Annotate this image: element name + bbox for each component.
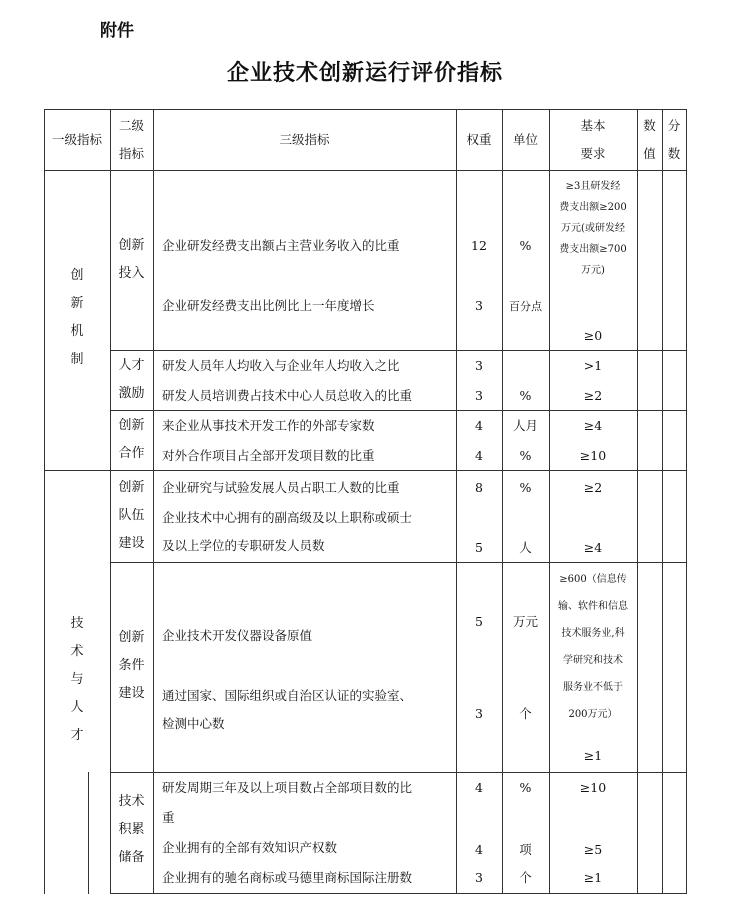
- indicator-text: 企业技术开发仪器设备原值: [162, 628, 313, 643]
- requirement-value: ≥2: [583, 388, 603, 403]
- indicator-text: 及以上学位的专职研发人员数: [162, 538, 325, 553]
- indicator-text: 重: [162, 810, 175, 825]
- table-border-left: [44, 109, 45, 894]
- requirement-value: ≥1: [583, 870, 603, 885]
- unit-value: %: [519, 780, 532, 795]
- indicator-text: 企业研究与试验发展人员占职工人数的比重: [162, 480, 400, 495]
- header-level3: 三级指标: [279, 132, 330, 147]
- requirement-equipment: ≥600（信息传 输、软件和信息 技术服务业,科 学研究和技术 服务业不低于 200万元）: [558, 574, 628, 720]
- header-weight: 权重: [466, 132, 492, 147]
- column-divider: [502, 109, 503, 894]
- inner-divider: [88, 772, 89, 894]
- level1-technology-talent: 技 术 与 人 才: [70, 616, 84, 743]
- column-divider: [153, 109, 154, 894]
- column-divider: [456, 109, 457, 894]
- indicator-text: 对外合作项目占全部开发项目数的比重: [162, 448, 375, 463]
- indicator-text: 企业研发经费支出额占主营业务收入的比重: [162, 238, 400, 253]
- unit-value: %: [519, 238, 532, 253]
- table-border-bottom: [110, 893, 687, 894]
- level2-technology-accumulation: 技术 积累 储备: [118, 794, 145, 865]
- requirement-value: ≥0: [583, 328, 603, 343]
- unit-value: 百分点: [509, 300, 542, 313]
- unit-value: 人月: [512, 418, 538, 433]
- indicator-text: 研发人员培训费占技术中心人员总收入的比重: [162, 388, 413, 403]
- row-divider: [110, 350, 687, 351]
- row-divider: [110, 410, 687, 411]
- header-level2-a: 二级: [118, 118, 144, 133]
- indicator-text: 通过国家、国际组织或自治区认证的实验室、: [162, 688, 413, 703]
- requirement-value: >1: [583, 358, 603, 373]
- indicator-text: 研发人员年人均收入与企业年人均收入之比: [162, 358, 400, 373]
- weight-value: 3: [475, 358, 483, 373]
- page-title: 企业技术创新运行评价指标: [226, 61, 503, 86]
- weight-value: 5: [475, 540, 483, 555]
- section-divider: [44, 470, 687, 471]
- unit-value: 个: [519, 706, 532, 721]
- weight-value: 3: [475, 298, 483, 313]
- header-value-a: 数: [643, 118, 656, 133]
- header-basic-a: 基本: [580, 118, 606, 133]
- header-divider: [44, 170, 687, 171]
- weight-value: 12: [471, 238, 487, 253]
- weight-value: 4: [475, 418, 483, 433]
- column-divider: [637, 109, 638, 894]
- header-level2-b: 指标: [118, 146, 144, 161]
- weight-value: 4: [475, 780, 483, 795]
- weight-value: 4: [475, 448, 483, 463]
- header-score-b: 数: [667, 146, 681, 161]
- requirement-value: ≥4: [583, 540, 603, 555]
- weight-value: 5: [475, 614, 483, 629]
- column-divider: [662, 109, 663, 894]
- indicator-text: 检测中心数: [162, 716, 225, 731]
- indicator-text: 企业拥有的全部有效知识产权数: [162, 840, 338, 855]
- requirement-value: ≥10: [579, 780, 607, 795]
- header-level1: 一级指标: [51, 132, 102, 147]
- level2-innovation-condition: 创新 条件 建设: [118, 630, 145, 701]
- unit-value: 万元: [512, 614, 538, 629]
- unit-value: %: [519, 448, 532, 463]
- header-value-b: 值: [643, 146, 656, 161]
- requirement-value: ≥1: [583, 748, 603, 763]
- indicator-text: 企业拥有的驰名商标或马德里商标国际注册数: [162, 870, 413, 885]
- unit-value: 个: [519, 870, 532, 885]
- weight-value: 3: [475, 706, 483, 721]
- requirement-value: ≥2: [583, 480, 603, 495]
- weight-value: 4: [475, 842, 483, 857]
- row-divider: [110, 562, 687, 563]
- unit-value: %: [519, 388, 532, 403]
- weight-value: 8: [475, 480, 483, 495]
- weight-value: 3: [475, 388, 483, 403]
- attachment-label: 附件: [100, 21, 134, 41]
- header-unit: 单位: [512, 132, 538, 147]
- row-divider: [110, 772, 687, 773]
- unit-value: %: [519, 480, 532, 495]
- header-basic-b: 要求: [580, 146, 606, 161]
- table-border-right: [686, 109, 687, 894]
- indicator-text: 企业技术中心拥有的副高级及以上职称或硕士: [162, 510, 413, 525]
- indicator-text: 研发周期三年及以上项目数占全部项目数的比: [162, 780, 413, 795]
- level2-talent-incentive: 人才 激励: [118, 358, 145, 401]
- level2-innovation-cooperation: 创新 合作: [118, 418, 145, 461]
- requirement-input: ≥3且研发经 费支出额≥200 万元(或研发经 费支出额≥700 万元): [559, 181, 627, 276]
- level2-innovation-input: 创新 投入: [118, 238, 145, 281]
- unit-value: 项: [519, 842, 532, 857]
- requirement-value: ≥5: [583, 842, 603, 857]
- level1-innovation-mechanism: 创 新 机 制: [70, 268, 84, 367]
- requirement-value: ≥4: [583, 418, 603, 433]
- indicator-text: 来企业从事技术开发工作的外部专家数: [162, 418, 375, 433]
- unit-value: 人: [519, 540, 532, 555]
- weight-value: 3: [475, 870, 483, 885]
- level2-innovation-team: 创新 队伍 建设: [118, 480, 145, 551]
- table-border-top: [44, 109, 687, 110]
- indicator-text: 企业研发经费支出比例比上一年度增长: [162, 298, 375, 313]
- requirement-value: ≥10: [579, 448, 607, 463]
- header-score-a: 分: [667, 118, 681, 133]
